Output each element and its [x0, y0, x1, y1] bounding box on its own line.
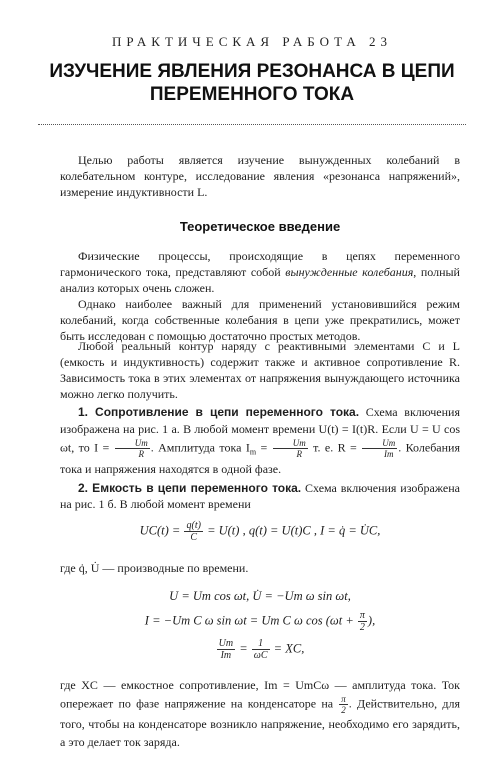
title-divider — [38, 124, 466, 125]
fraction-one-omega-c: $\frac{1}{\omega C}$ — [253, 638, 268, 661]
theory-p1-text-b: , полный анализ которых очень сложен. — [60, 265, 460, 295]
fraction-phase-shift: $\frac{\pi}{2}$ — [341, 694, 346, 715]
subscript-m: m — [249, 447, 257, 457]
page-title: ИЗУЧЕНИЕ ЯВЛЕНИЯ РЕЗОНАНСА В ЦЕПИ ПЕРЕМЕННОГО ТОКА — [49, 61, 455, 105]
intro-paragraph: Целью работы является изучение вынужденных колебаний в колебательном контуре, исследование явления «резонанса напряжений», измерение индуктивности L. — [60, 153, 460, 199]
equation-voltage: U = Um cos ωt, U̇ = −Um ω sin ωt, — [169, 589, 351, 603]
equation-reactance: $\frac{Um}{Im}$ = $\frac{1}{\omega C}$ = XC, — [218, 638, 305, 661]
item-2-text: Схема включения изображена на рис. 1 б. В любой момент времени — [60, 481, 460, 511]
theory-paragraph-1 — [60, 248, 460, 296]
fraction-resistance: $\frac{Um}{Im}$ — [362, 438, 397, 459]
equation-current: I = −Um C ω sin ωt = Um C ω cos (ωt + $\frac{\pi}{2}$ ), — [144, 610, 376, 633]
item-2-heading: 2. Емкость в цепи переменного тока. — [78, 481, 302, 495]
item-1-heading: 1. Сопротивление в цепи переменного тока. — [78, 405, 360, 419]
item-1-text-1: Схема включения изображена на рис. 1 а. В любой момент времени U(t) = I(t)R. Если U = U — [60, 405, 460, 436]
item-2-conclusion: где XC — емкостное сопротивление, Im = UmCω — амплитуда тока. Ток опережает по фазе напряжение на конденсаторе на $\frac{\pi}{2}$ . Действительно, для того, чтобы на конденсаторе возникло напряжение, необходимо его зарядить, а это делает ток заряда. — [60, 678, 460, 749]
fraction-amplitude: $\frac{Um}{R}$ — [273, 438, 308, 459]
theory-p1-emphasis: вынужденные колебания — [285, 265, 414, 279]
fraction-current: $\frac{Um}{R}$ — [115, 438, 150, 459]
section-heading: Теоретическое введение — [179, 219, 341, 234]
running-head: ПРАКТИЧЕСКАЯ РАБОТА 23 — [111, 34, 393, 49]
theory-p1-text-a: Физические процессы, происходящие в цепях переменного гармонического тока, представляют собой — [60, 249, 460, 279]
item-1-text-2: cos ωt, то I = — [60, 422, 460, 455]
fraction-um-im: $\frac{Um}{Im}$ — [218, 638, 234, 661]
equation-capacitor-voltage: UC(t) = $\frac{q(t)}{C}$ = U(t) , q(t) = U(t)C , I = q̇ = U̇C, — [139, 520, 381, 543]
item-1-text-3: . Амплитуда тока I — [150, 440, 250, 455]
fraction-charge: $\frac{q(t)}{C}$ — [186, 520, 201, 543]
theory-paragraph-3: Любой реальный контур наряду с реактивными элементами C и L (емкость и индуктивность) содержит также и активное сопротивление R. Зависимость тока в этих элементах от напряжения вынуждающего источника можно легко получить. — [60, 339, 460, 401]
item-1-paragraph — [60, 404, 460, 478]
fraction-pi-half: $\frac{\pi}{2}$ — [359, 610, 365, 633]
item-2-paragraph — [60, 480, 460, 512]
item-1-text-4: = — [256, 440, 272, 455]
item-1-text-5: т. е. R = — [308, 440, 362, 455]
item-1-text-6: . Колебания тока и напряжения находятся в одной фазе. — [60, 440, 460, 476]
theory-paragraph-2: Однако наиболее важный для применений установившийся режим колебаний, когда собственные колебания в цепи уже прекратились, может быть исследован с помощью достаточно простых методов. — [60, 297, 460, 343]
derivative-note: где q̇, U̇ — производные по времени. — [60, 561, 249, 575]
